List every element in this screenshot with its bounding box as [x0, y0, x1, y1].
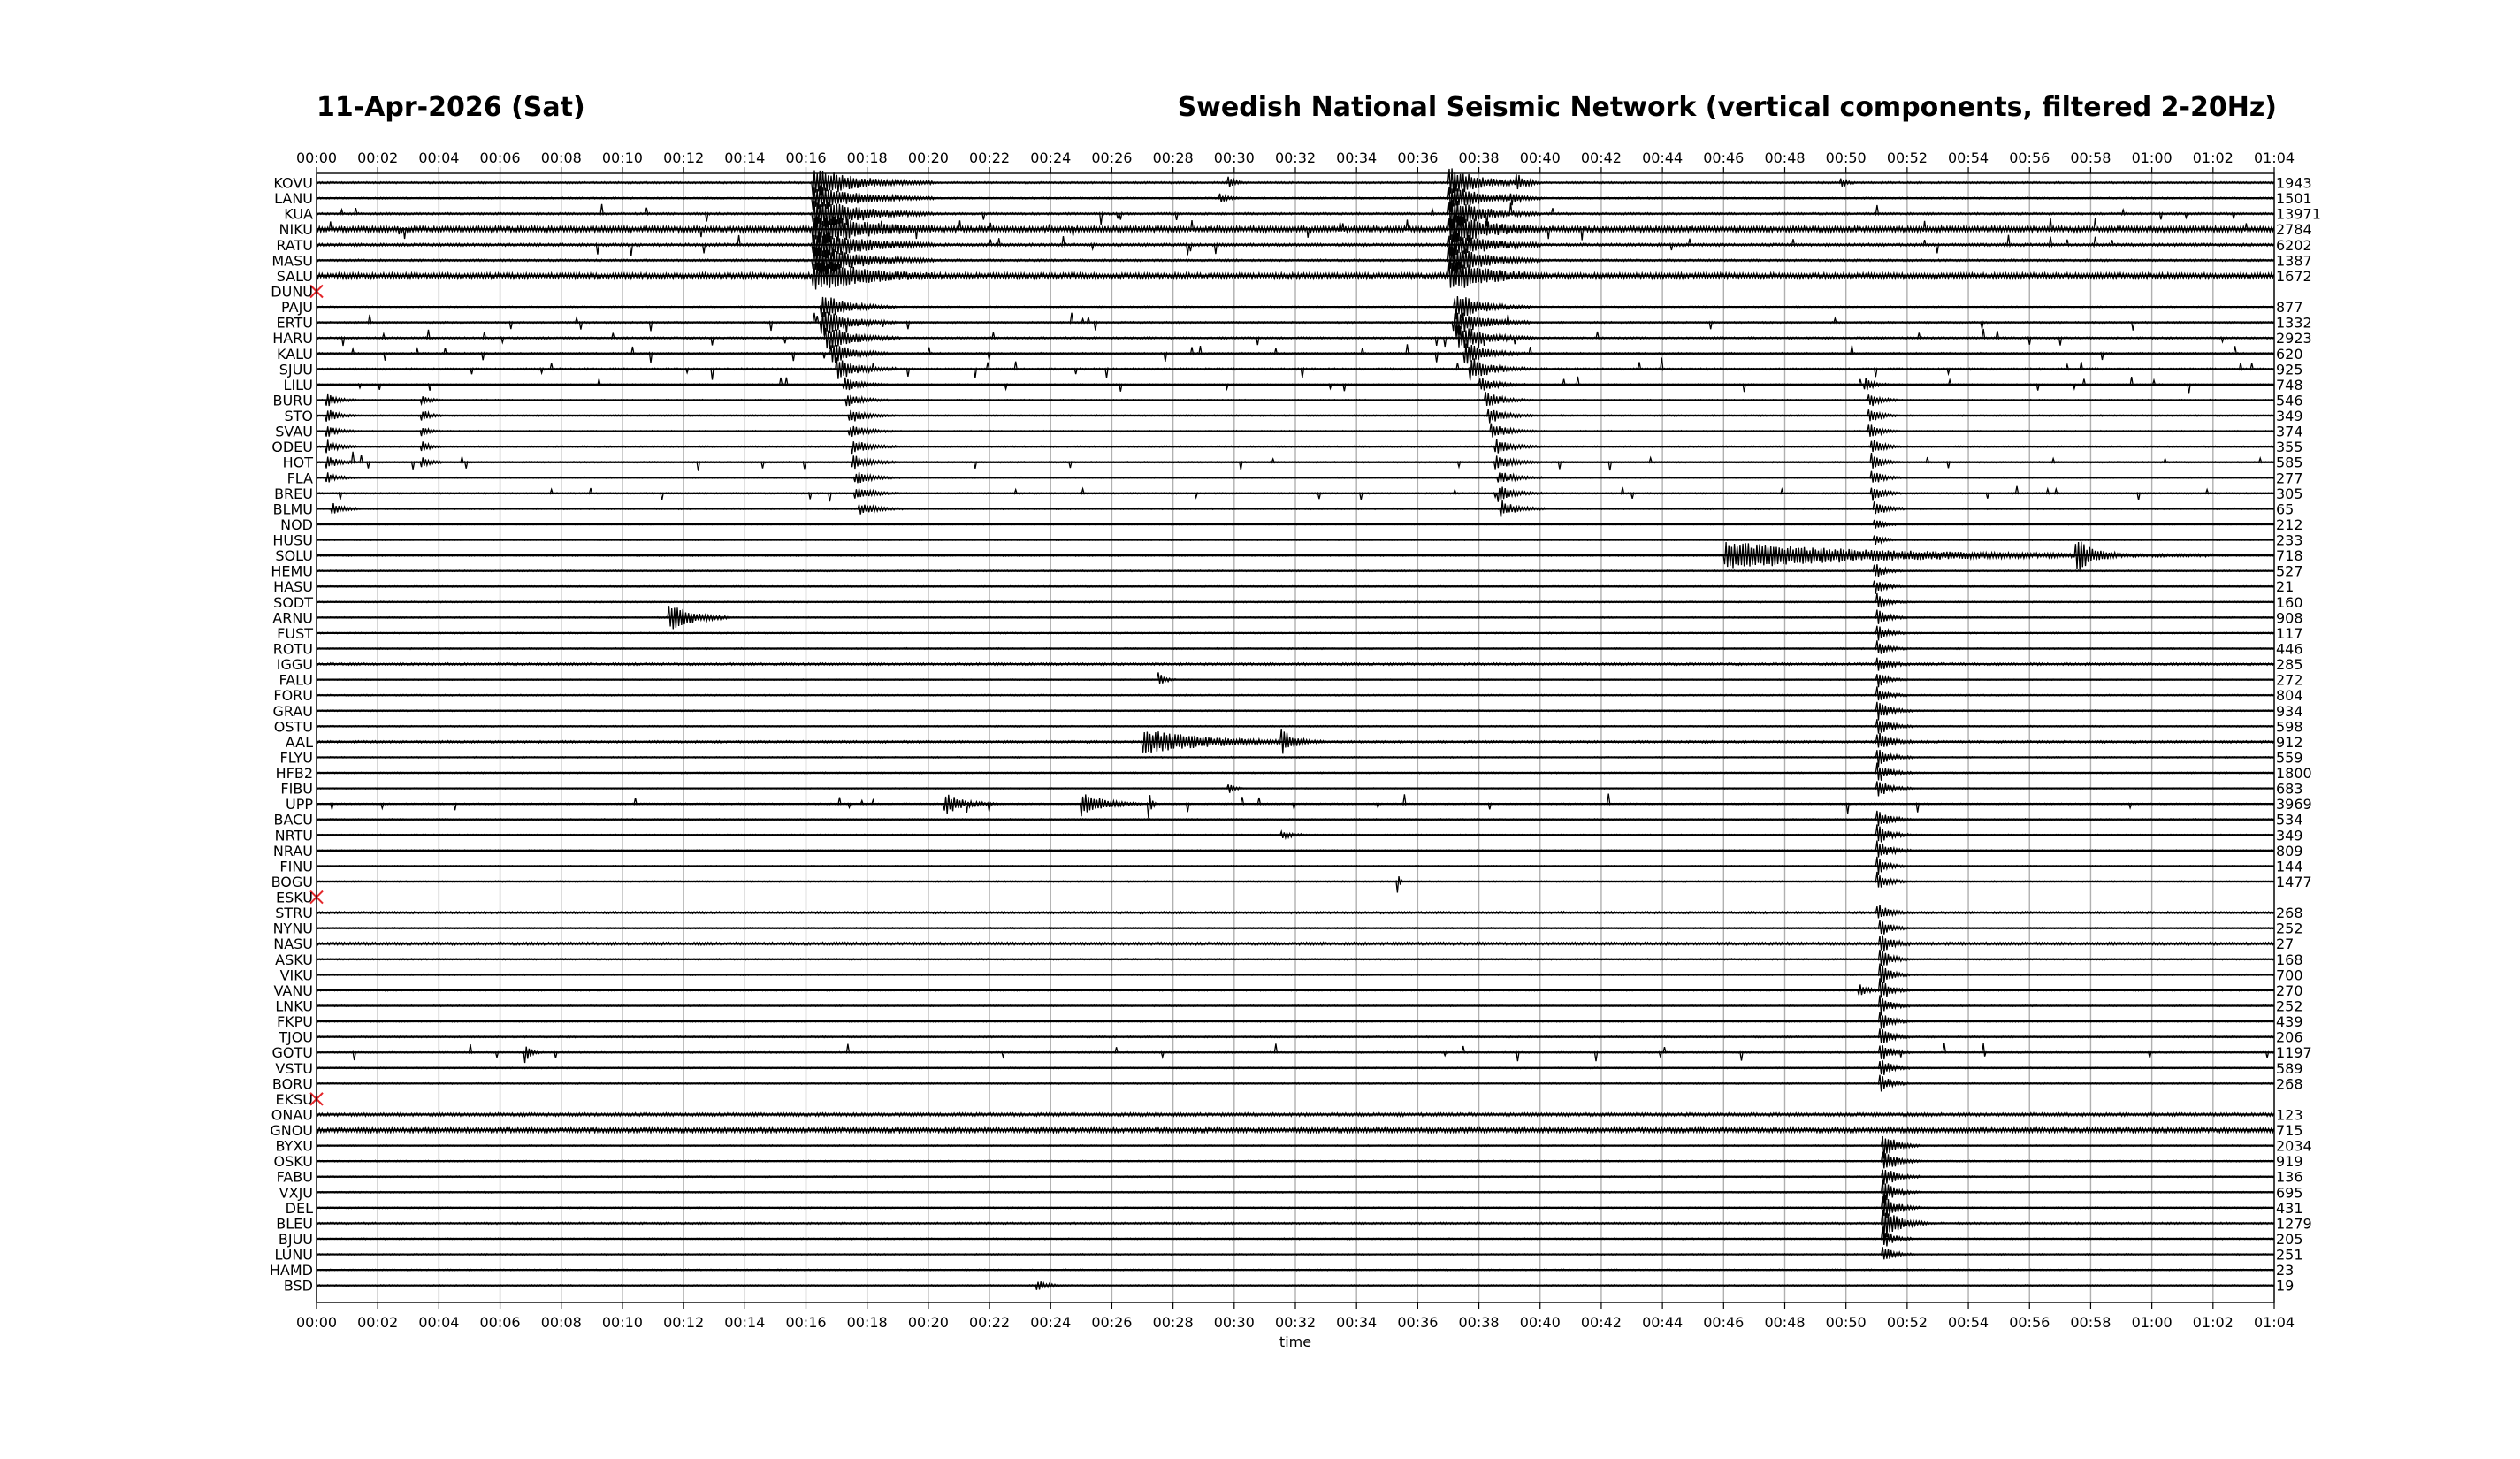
station-label: OSTU	[273, 718, 313, 736]
amplitude-label: 19	[2276, 1277, 2295, 1295]
station-label: PAJU	[281, 299, 313, 317]
x-tick-label-bottom: 00:08	[540, 1314, 582, 1331]
station-label: DUNU	[271, 283, 313, 301]
x-tick-label-top: 00:58	[2070, 149, 2111, 166]
amplitude-label: 546	[2276, 392, 2303, 409]
x-tick-label-top: 00:28	[1152, 149, 1194, 166]
station-label: LUNU	[274, 1246, 313, 1264]
station-label: NRTU	[274, 827, 313, 844]
amplitude-label: 439	[2276, 1013, 2303, 1031]
amplitude-label: 1387	[2276, 252, 2312, 270]
amplitude-label: 446	[2276, 640, 2303, 658]
amplitude-label: 21	[2276, 578, 2295, 596]
amplitude-label: 205	[2276, 1230, 2303, 1248]
x-tick-label-bottom: 00:28	[1152, 1314, 1194, 1331]
station-label: LILU	[283, 376, 313, 393]
x-tick-label-bottom: 00:16	[785, 1314, 827, 1331]
amplitude-label: 268	[2276, 1075, 2303, 1093]
x-tick-label-bottom: 00:12	[663, 1314, 705, 1331]
amplitude-label: 748	[2276, 376, 2303, 393]
amplitude-label: 136	[2276, 1168, 2303, 1186]
x-tick-label-bottom: 01:04	[2253, 1314, 2295, 1331]
x-tick-label-bottom: 00:06	[479, 1314, 521, 1331]
amplitude-label: 919	[2276, 1153, 2303, 1171]
station-label: IGGU	[276, 656, 313, 674]
station-label: BJUU	[278, 1230, 313, 1248]
x-tick-label-top: 00:54	[1948, 149, 1989, 166]
x-tick-label-top: 00:56	[2009, 149, 2050, 166]
x-tick-label-bottom: 00:56	[2009, 1314, 2050, 1331]
x-tick-label-bottom: 00:54	[1948, 1314, 1989, 1331]
station-label: FIBU	[280, 780, 313, 798]
x-axis-label: time	[1279, 1333, 1312, 1350]
x-tick-label-bottom: 00:00	[295, 1314, 338, 1331]
x-tick-label-top: 00:34	[1336, 149, 1378, 166]
station-label: TJOU	[279, 1028, 313, 1046]
station-label: HASU	[273, 578, 313, 596]
station-label: FINU	[279, 858, 313, 875]
station-label: STO	[284, 408, 313, 425]
x-tick-label-top: 00:06	[479, 149, 521, 166]
amplitude-label: 598	[2276, 718, 2303, 736]
amplitude-label: 2784	[2276, 221, 2312, 239]
station-traces	[310, 168, 2274, 1289]
station-label: SJUU	[279, 361, 313, 378]
amplitude-label: 585	[2276, 454, 2303, 471]
station-label: ONAU	[271, 1106, 313, 1124]
station-label: BOGU	[271, 873, 313, 890]
station-label: SVAU	[275, 423, 313, 440]
station-label: HARU	[272, 330, 313, 348]
x-tick-label-bottom: 00:50	[1825, 1314, 1867, 1331]
station-label: DEL	[285, 1199, 313, 1217]
station-label: SALU	[276, 267, 313, 285]
x-tick-label-bottom: 00:02	[357, 1314, 399, 1331]
amplitude-label: 117	[2276, 624, 2303, 642]
x-tick-label-bottom: 00:36	[1397, 1314, 1439, 1331]
date-title: 11-Apr-2026 (Sat)	[317, 92, 585, 123]
amplitude-label: 160	[2276, 593, 2303, 611]
station-label: VANU	[273, 982, 313, 999]
station-label: LNKU	[275, 997, 313, 1015]
x-tick-label-top: 01:04	[2253, 149, 2295, 166]
amplitude-label: 559	[2276, 749, 2303, 767]
x-tick-label-top: 00:10	[601, 149, 643, 166]
amplitude-label: 1332	[2276, 314, 2312, 332]
amplitude-labels	[2276, 175, 2321, 1295]
amplitude-label: 715	[2276, 1122, 2303, 1140]
station-label: FLYU	[279, 749, 313, 767]
amplitude-label: 23	[2276, 1262, 2295, 1279]
x-tick-label-top: 01:02	[2192, 149, 2234, 166]
x-tick-label-top: 01:00	[2131, 149, 2173, 166]
x-tick-label-bottom: 00:40	[1519, 1314, 1561, 1331]
amplitude-label: 700	[2276, 966, 2303, 984]
amplitude-label: 1477	[2276, 873, 2312, 890]
x-tick-label-bottom: 00:14	[724, 1314, 766, 1331]
x-tick-label-bottom: 00:24	[1030, 1314, 1072, 1331]
x-tick-label-bottom: 00:22	[969, 1314, 1011, 1331]
amplitude-label: 695	[2276, 1184, 2303, 1202]
amplitude-label: 252	[2276, 920, 2303, 937]
station-label: LANU	[274, 190, 313, 208]
x-tick-label-top: 00:46	[1703, 149, 1745, 166]
station-label: ROTU	[272, 640, 313, 658]
station-label: VIKU	[279, 966, 313, 984]
x-tick-label-top: 00:52	[1886, 149, 1928, 166]
amplitude-label: 252	[2276, 997, 2303, 1015]
station-label: BLMU	[272, 500, 313, 518]
station-label: STRU	[275, 905, 313, 922]
x-tick-label-bottom: 00:32	[1274, 1314, 1317, 1331]
time-grid	[317, 173, 2274, 1302]
station-label: OSKU	[273, 1153, 313, 1171]
station-label: KALU	[277, 345, 313, 363]
x-tick-label-bottom: 00:04	[418, 1314, 460, 1331]
amplitude-label: 718	[2276, 547, 2303, 565]
amplitude-label: 268	[2276, 905, 2303, 922]
station-label: BREU	[274, 485, 313, 502]
x-tick-label-top: 00:40	[1519, 149, 1561, 166]
station-label: ESKU	[275, 889, 313, 906]
station-label: FABU	[276, 1168, 313, 1186]
x-tick-label-bottom: 00:10	[601, 1314, 643, 1331]
station-label: ODEU	[271, 439, 313, 456]
x-tick-label-bottom: 00:38	[1458, 1314, 1500, 1331]
station-label: BLEU	[276, 1215, 313, 1233]
station-label: BYXU	[275, 1137, 313, 1155]
x-tick-label-bottom: 01:00	[2131, 1314, 2173, 1331]
amplitude-label: 277	[2276, 470, 2303, 487]
station-label: HEMU	[271, 562, 313, 580]
x-axis-top	[296, 149, 2295, 173]
network-title: Swedish National Seismic Network (vertical components, filtered 2-20Hz)	[1177, 92, 2277, 123]
x-tick-label-top: 00:18	[846, 149, 888, 166]
station-label: FUST	[277, 624, 313, 642]
x-tick-label-bottom: 00:48	[1764, 1314, 1806, 1331]
x-tick-label-bottom: 00:30	[1213, 1314, 1255, 1331]
station-label: EKSU	[275, 1090, 313, 1108]
x-tick-label-bottom: 00:26	[1091, 1314, 1133, 1331]
station-label: HOT	[282, 454, 313, 471]
x-tick-label-top: 00:42	[1580, 149, 1622, 166]
amplitude-label: 589	[2276, 1059, 2303, 1077]
x-tick-label-top: 00:48	[1764, 149, 1806, 166]
x-tick-label-bottom: 00:18	[846, 1314, 888, 1331]
amplitude-label: 2923	[2276, 330, 2312, 348]
station-label: VSTU	[275, 1059, 313, 1077]
amplitude-label: 1800	[2276, 765, 2312, 783]
amplitude-label: 206	[2276, 1028, 2303, 1046]
amplitude-label: 534	[2276, 811, 2303, 829]
amplitude-label: 168	[2276, 951, 2303, 968]
x-tick-label-bottom: 00:52	[1886, 1314, 1928, 1331]
station-label: ERTU	[276, 314, 313, 332]
station-label: BORU	[271, 1075, 313, 1093]
x-tick-label-top: 00:24	[1030, 149, 1072, 166]
station-label: FLA	[286, 470, 313, 487]
amplitude-label: 1672	[2276, 267, 2312, 285]
x-tick-label-top: 00:16	[785, 149, 827, 166]
station-label: ARNU	[272, 609, 313, 627]
station-label: MASU	[271, 252, 313, 270]
x-tick-label-top: 00:30	[1213, 149, 1255, 166]
station-label: HAMD	[269, 1262, 313, 1279]
amplitude-label: 1279	[2276, 1215, 2312, 1233]
amplitude-label: 804	[2276, 687, 2303, 705]
station-label: FORU	[273, 687, 313, 705]
station-label: HFB2	[275, 765, 313, 783]
amplitude-label: 305	[2276, 485, 2303, 502]
amplitude-label: 1943	[2276, 174, 2312, 192]
amplitude-label: 355	[2276, 439, 2303, 456]
amplitude-label: 123	[2276, 1106, 2303, 1124]
amplitude-label: 27	[2276, 936, 2295, 953]
amplitude-label: 285	[2276, 656, 2303, 674]
x-tick-label-bottom: 00:42	[1580, 1314, 1622, 1331]
station-label: GOTU	[271, 1044, 313, 1062]
amplitude-label: 431	[2276, 1199, 2303, 1217]
station-label: NOD	[280, 516, 313, 533]
station-label: KOVU	[273, 174, 313, 192]
x-tick-label-bottom: 00:46	[1703, 1314, 1745, 1331]
station-label: SOLU	[275, 547, 313, 565]
station-label: RATU	[276, 236, 313, 254]
amplitude-label: 374	[2276, 423, 2303, 440]
station-label: BSD	[283, 1277, 313, 1295]
amplitude-label: 65	[2276, 500, 2295, 518]
station-label: NYNU	[272, 920, 313, 937]
amplitude-label: 2034	[2276, 1137, 2312, 1155]
x-tick-label-bottom: 00:34	[1336, 1314, 1378, 1331]
x-tick-label-bottom: 00:58	[2070, 1314, 2111, 1331]
x-tick-label-top: 00:08	[540, 149, 582, 166]
station-label: SODT	[273, 593, 313, 611]
station-labels	[270, 175, 313, 1295]
x-tick-label-top: 00:32	[1274, 149, 1317, 166]
station-label: GNOU	[270, 1122, 313, 1140]
amplitude-label: 934	[2276, 702, 2303, 720]
amplitude-label: 683	[2276, 780, 2303, 798]
x-tick-label-top: 00:02	[357, 149, 399, 166]
amplitude-label: 144	[2276, 858, 2303, 875]
station-label: AAL	[285, 733, 313, 751]
x-axis-bottom	[296, 1302, 2295, 1331]
amplitude-label: 349	[2276, 408, 2303, 425]
amplitude-label: 620	[2276, 345, 2303, 363]
station-label: NRAU	[272, 842, 313, 859]
x-tick-label-bottom: 00:20	[907, 1314, 949, 1331]
x-tick-label-top: 00:36	[1397, 149, 1439, 166]
x-tick-label-top: 00:44	[1642, 149, 1684, 166]
x-tick-label-top: 00:00	[295, 149, 338, 166]
station-label: ASKU	[275, 951, 313, 968]
amplitude-label: 212	[2276, 516, 2303, 533]
station-label: GRAU	[272, 702, 313, 720]
station-label: VXJU	[279, 1184, 313, 1202]
x-tick-label-top: 00:20	[907, 149, 949, 166]
station-label: NASU	[273, 936, 313, 953]
amplitude-label: 251	[2276, 1246, 2303, 1264]
amplitude-label: 270	[2276, 982, 2303, 999]
amplitude-label: 908	[2276, 609, 2303, 627]
station-label: FKPU	[276, 1013, 313, 1031]
x-tick-label-bottom: 00:44	[1642, 1314, 1684, 1331]
amplitude-label: 925	[2276, 361, 2303, 378]
x-tick-label-top: 00:22	[969, 149, 1011, 166]
station-label: NIKU	[279, 221, 313, 239]
amplitude-label: 13971	[2276, 205, 2321, 223]
x-tick-label-top: 00:26	[1091, 149, 1133, 166]
amplitude-label: 272	[2276, 671, 2303, 689]
amplitude-label: 6202	[2276, 236, 2312, 254]
station-label: FALU	[279, 671, 313, 689]
amplitude-label: 877	[2276, 299, 2303, 317]
x-tick-label-top: 00:38	[1458, 149, 1500, 166]
amplitude-label: 809	[2276, 842, 2303, 859]
amplitude-label: 912	[2276, 733, 2303, 751]
x-tick-label-top: 00:12	[663, 149, 705, 166]
amplitude-label: 233	[2276, 531, 2303, 549]
amplitude-label: 3969	[2276, 796, 2312, 814]
x-tick-label-top: 00:50	[1825, 149, 1867, 166]
amplitude-label: 1501	[2276, 190, 2312, 208]
station-label: BACU	[273, 811, 313, 829]
station-label: HUSU	[272, 531, 313, 549]
x-tick-label-top: 00:04	[418, 149, 460, 166]
x-tick-label-top: 00:14	[724, 149, 766, 166]
amplitude-label: 1197	[2276, 1044, 2312, 1062]
amplitude-label: 349	[2276, 827, 2303, 844]
x-tick-label-bottom: 01:02	[2192, 1314, 2234, 1331]
station-label: KUA	[284, 205, 313, 223]
station-label: BURU	[272, 392, 313, 409]
amplitude-label: 527	[2276, 562, 2303, 580]
station-label: UPP	[285, 796, 313, 814]
